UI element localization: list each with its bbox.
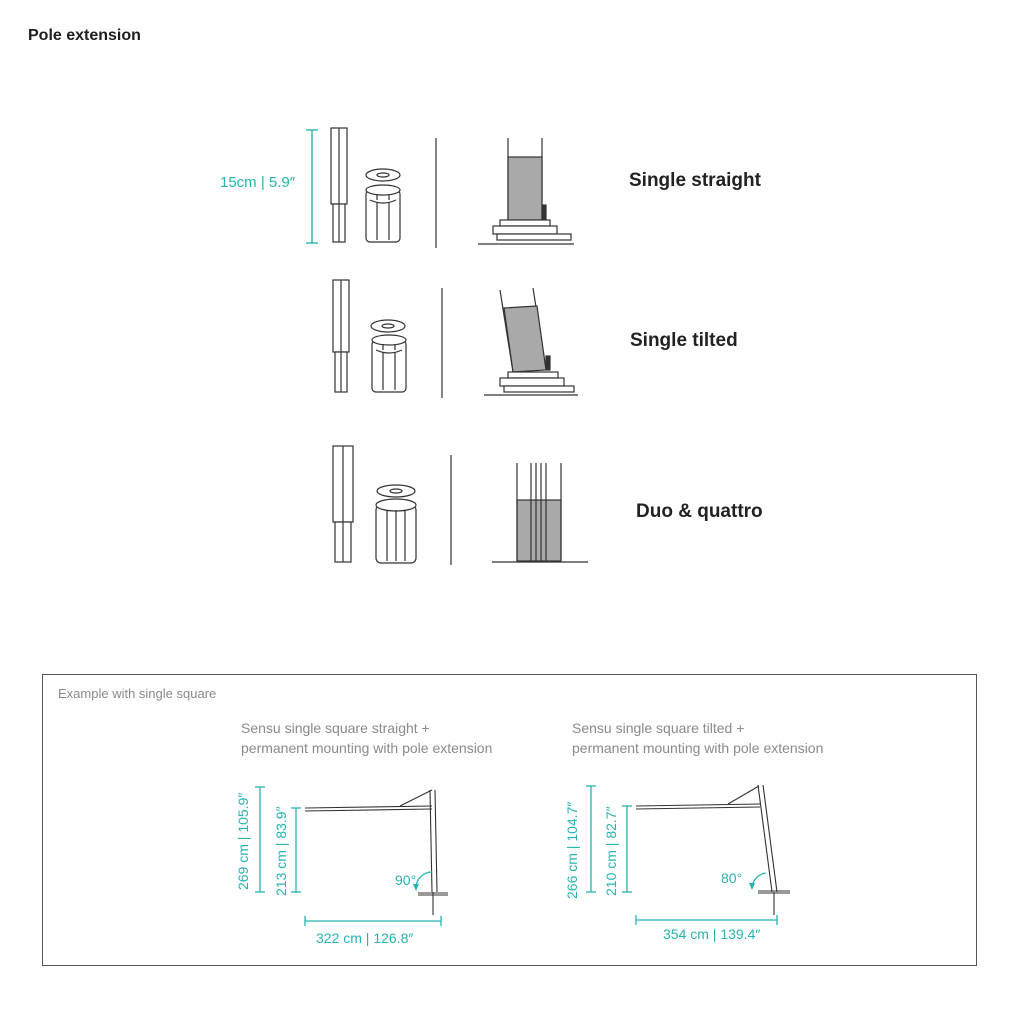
single-straight-section: [478, 138, 574, 244]
single-straight-pole-piece: [306, 128, 347, 243]
example-right-total-height: 266 cm | 104.7″: [564, 801, 580, 899]
example-right-caption: [572, 718, 823, 758]
example-left-width: 322 cm | 126.8″: [316, 930, 414, 946]
example-panel: [42, 674, 977, 966]
example-right-caption-line2: permanent mounting with pole extension: [572, 740, 824, 756]
variant-label-single-straight: Single straight: [629, 170, 761, 191]
duo-quattro-pole-piece: [333, 446, 353, 562]
example-right-width: 354 cm | 139.4″: [663, 926, 761, 942]
page-title: Pole extension: [28, 27, 141, 44]
example-right-arm-height: 210 cm | 82.7″: [603, 806, 619, 896]
example-right-angle: 80°: [721, 870, 743, 886]
single-straight-height-label: 15cm | 5.9″: [220, 174, 296, 191]
variant-label-single-tilted: Single tilted: [630, 330, 738, 351]
duo-quattro-sleeve: [376, 485, 416, 563]
duo-quattro-section: [492, 463, 588, 562]
example-left-caption-line1: Sensu single square straight +: [241, 720, 430, 736]
example-right-caption-line1: Sensu single square tilted +: [572, 720, 745, 736]
single-tilted-pole-piece: [333, 280, 349, 392]
example-title: Example with single square: [58, 686, 217, 701]
single-tilted-sleeve: [371, 320, 406, 392]
example-left-caption: [241, 718, 492, 758]
variant-label-duo-quattro: Duo & quattro: [636, 501, 763, 522]
example-left-total-height: 269 cm | 105.9″: [235, 792, 251, 890]
example-left-angle: 90°: [395, 872, 417, 888]
example-left-arm-height: 213 cm | 83.9″: [273, 806, 289, 896]
single-tilted-section: [484, 288, 578, 395]
single-straight-sleeve: [366, 169, 400, 242]
example-left-caption-line2: permanent mounting with pole extension: [241, 740, 493, 756]
